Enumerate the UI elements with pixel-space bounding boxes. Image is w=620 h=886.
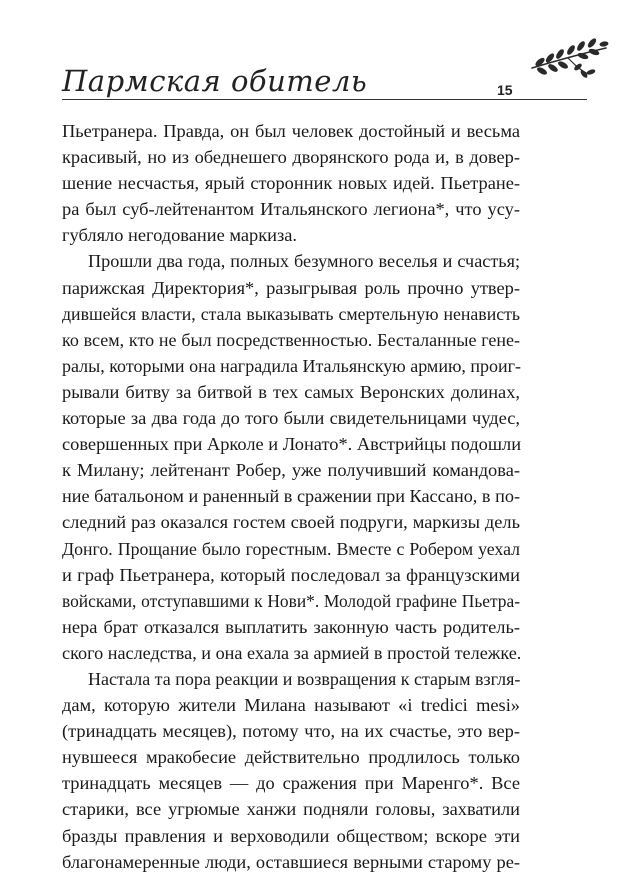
text-line: и граф Пьетранера, который последовал за французскими <box>62 564 520 585</box>
text-line: Настала та пора реакции и возвращения к старым взгля- <box>88 668 521 689</box>
text-line: Прошли два года, полных безумного веселья и счастья; <box>88 251 520 272</box>
text-line: губляло негодование маркиза. <box>62 225 298 246</box>
leaf-branch-icon <box>528 34 610 82</box>
text-line: следний раз оказался гостем своей подруги, маркизы дель <box>62 512 520 533</box>
text-line: шение несчастья, ярый сторонник новых идей. Пьетране- <box>62 173 520 194</box>
text-line: ского наследства, и она ехала за армией в простой тележке. <box>62 642 522 663</box>
text-line: ралы, которыми она наградила Итальянскую армию, проиг- <box>62 355 522 376</box>
text-line: к Милану; лейтенант Робер, уже получивший командова- <box>62 460 520 481</box>
text-line: тринадцать месяцев — до сражения при Маренго*. Все <box>62 773 520 794</box>
body-text <box>62 118 520 875</box>
text-line: войсками, отступавшими к Нови*. Молодой графине Пьетра- <box>62 590 520 611</box>
text-line: парижская Директория*, разыгрывая роль прочно утвер- <box>62 277 520 298</box>
text-line: дам, которую жители Милана называют «i tredici mesi» <box>62 695 520 716</box>
text-line: Пьетранера. Правда, он был человек достойный и весьма <box>62 121 520 141</box>
running-title: Пармская обитель <box>62 64 368 98</box>
text-line: совершенных при Арколе и Лонато*. Австрийцы подошли <box>62 434 522 455</box>
text-line: ние батальоном и раненный в сражении при Кассано, в по- <box>62 486 520 507</box>
text-line: которые за два года до того были свидетельницами чудес, <box>62 408 520 429</box>
text-line: дившейся власти, стала выказывать смертельную ненависть <box>62 303 520 324</box>
text-line: ра был суб-лейтенантом Итальянского легиона*, что усу- <box>62 199 520 220</box>
text-line: старики, все угрюмые ханжи подняли головы, захватили <box>62 799 520 820</box>
text-line: (тринадцать месяцев), потому что, на их счастье, это вер- <box>62 721 520 742</box>
text-line: ко всем, кто не был посредственностью. Бесталанные гене- <box>62 329 520 350</box>
text-line: благонамеренные люди, оставшиеся верными старому ре- <box>62 851 520 872</box>
header-rule <box>62 99 587 100</box>
text-line: бразды правления и верховодили обществом; вскоре эти <box>62 825 520 846</box>
text-line: нувшееся мракобесие действительно продлилось только <box>62 747 520 768</box>
text-line: рывали битву за битвой в тех самых Веронских долинах, <box>62 381 520 402</box>
text-line: нера брат отказался выплатить законную часть родитель- <box>62 616 520 637</box>
text-line: Донго. Прощание было горестным. Вместе с Робером уехал <box>62 538 520 559</box>
text-line: красивый, но из обеднешего дворянского рода и, в довер- <box>62 147 520 168</box>
page-number: 15 <box>497 82 513 98</box>
